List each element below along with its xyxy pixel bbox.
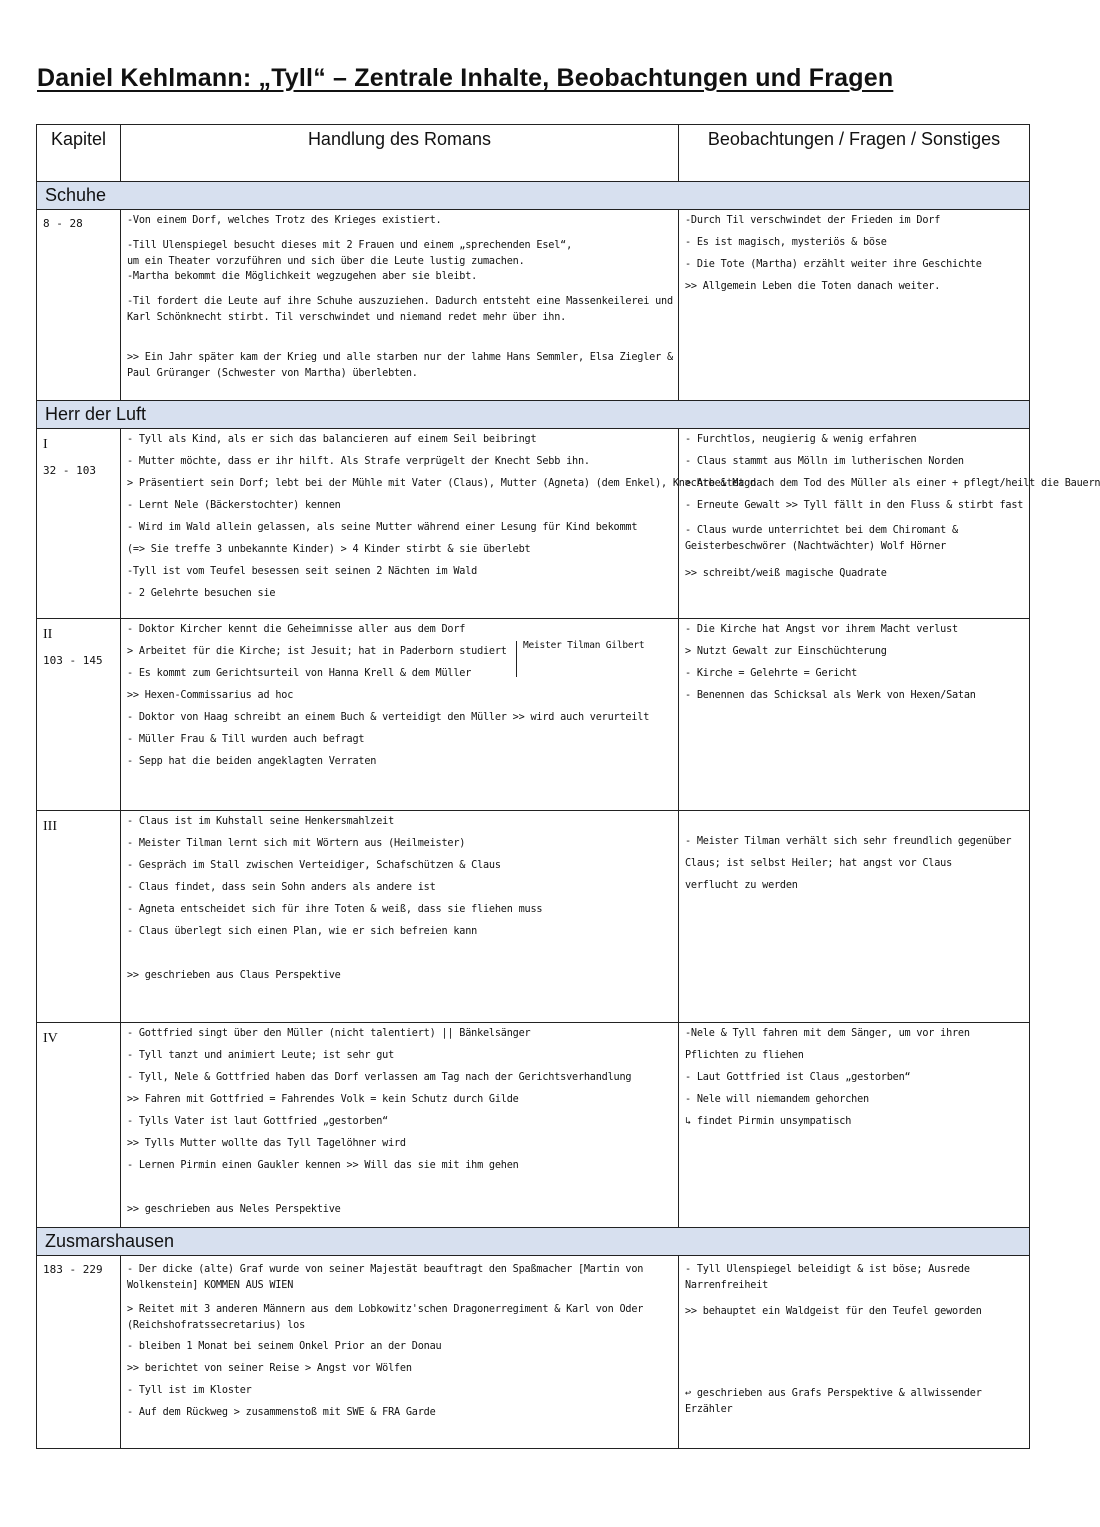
chapter-number: I [43, 437, 48, 452]
plot-line: - Lernt Nele (Bäckerstochter) kennen [127, 500, 341, 511]
plot-line: - Mutter möchte, dass er ihr hilft. Als Strafe verprügelt der Knecht Sebb ihn. [127, 456, 590, 467]
plot-line: - Meister Tilman lernt sich mit Wörtern aus (Heilmeister) [127, 838, 466, 849]
plot-line: - Doktor von Haag schreibt an einem Buch & verteidigt den Müller >> wird auch verurteilt [127, 712, 650, 723]
header-plot: Handlung des Romans [121, 125, 679, 182]
plot-line: - Tyll, Nele & Gottfried haben das Dorf verlassen am Tag nach der Gerichtsverhandlung [127, 1072, 632, 1083]
note-line: - Claus stammt aus Mölln im lutherischen Norden [685, 456, 964, 467]
notes-cell [679, 811, 1030, 1023]
table-row [37, 619, 1030, 811]
page-range: 183 - 229 [43, 1263, 103, 1276]
notes-cell [679, 1256, 1030, 1449]
plot-line: - Claus findet, dass sein Sohn anders als andere ist [127, 882, 436, 893]
note-line: - Erneute Gewalt >> Tyll fällt in den Fluss & stirbt fast [685, 500, 1024, 511]
plot-line: - Wird im Wald allein gelassen, als seine Mutter während einer Lesung für Kind bekommt [127, 522, 638, 533]
table-row [37, 1256, 1030, 1449]
plot-line: - Müller Frau & Till wurden auch befragt [127, 734, 365, 745]
note-line: >> schreibt/weiß magische Quadrate [685, 568, 887, 579]
note-line: - Laut Gottfried ist Claus „gestorben“ [685, 1072, 911, 1083]
plot-cell [121, 429, 756, 619]
plot-line [127, 949, 674, 971]
plot-line: - Claus überlegt sich einen Plan, wie er sich befreien kann [127, 926, 478, 937]
note-line [685, 1346, 1025, 1386]
note-line: ↳ findet Pirmin unsympatisch [685, 1116, 852, 1127]
notes-cell [679, 210, 1030, 401]
chapter-cell [37, 429, 121, 619]
plot-cell [121, 1256, 679, 1449]
side-annotation: Meister Tilman Gilbert [516, 641, 644, 677]
note-line: - Die Tote (Martha) erzählt weiter ihre Geschichte [685, 259, 982, 270]
plot-line: >> Ein Jahr später kam der Krieg und alle starben nur der lahme Hans Semmler, Elsa Ziegler & Paul Grüranger (Schwester von Martha) überlebten. [127, 352, 673, 379]
page-range: 8 - 28 [43, 217, 83, 230]
plot-cell [121, 619, 679, 811]
plot-line: > Reitet mit 3 anderen Männern aus dem Lobkowitz'schen Dragonerregiment & Karl von Oder (Reichshofratssecretarius) los [127, 1304, 644, 1331]
note-line: >> behauptet ein Waldgeist für den Teufel geworden [685, 1306, 982, 1317]
note-line: Claus; ist selbst Heiler; hat angst vor Claus [685, 858, 953, 869]
plot-line: - Auf dem Rückweg > zusammenstoß mit SWE & FRA Garde [127, 1407, 436, 1418]
plot-line: - Tyll ist im Kloster [127, 1385, 252, 1396]
plot-cell [121, 210, 679, 401]
plot-line: - 2 Gelehrte besuchen sie [127, 588, 276, 599]
plot-line: - Claus ist im Kuhstall seine Henkersmahlzeit [127, 816, 395, 827]
note-line: verflucht zu werden [685, 880, 798, 891]
table-row [37, 811, 1030, 1023]
page-title: Daniel Kehlmann: „Tyll“ – Zentrale Inhalte, Beobachtungen und Fragen [37, 64, 894, 92]
section-zusmarshausen: Zusmarshausen [37, 1228, 1030, 1256]
plot-line: -Till Ulenspiegel besucht dieses mit 2 Frauen und einem „sprechenden Esel“, um ein Theater vorzuführen und sich über die Leute lustig zumachen. [127, 240, 573, 267]
chapter-cell [37, 619, 121, 811]
notes-cell [679, 1023, 1030, 1228]
plot-line: >> geschrieben aus Claus Perspektive [127, 970, 341, 981]
note-line: > Arbeitet nach dem Tod des Müller als einer + pflegt/heilt die Bauern [685, 478, 1100, 489]
plot-line: - Tylls Vater ist laut Gottfried „gestorben“ [127, 1116, 389, 1127]
plot-line: - Doktor Kircher kennt die Geheimnisse aller aus dem Dorf [127, 624, 466, 635]
note-line: - Es ist magisch, mysteriös & böse [685, 237, 887, 248]
plot-line: >> geschrieben aus Neles Perspektive [127, 1204, 341, 1215]
table-row [37, 1023, 1030, 1228]
chapter-number: II [43, 627, 53, 642]
header-chapter: Kapitel [37, 125, 121, 182]
note-line: - Nele will niemandem gehorchen [685, 1094, 869, 1105]
section-row [37, 182, 1030, 210]
plot-line: >> Hexen-Commissarius ad hoc [127, 690, 294, 701]
note-line: - Claus wurde unterrichtet bei dem Chiromant & Geisterbeschwörer (Nachtwächter) Wolf Hörner [685, 525, 958, 552]
plot-line [127, 1183, 674, 1205]
chapter-cell [37, 1256, 121, 1449]
plot-line: > Präsentiert sein Dorf; lebt bei der Mühle mit Vater (Claus), Mutter (Agneta) (dem Enkel), Knechte & Magd [127, 478, 756, 489]
section-schuhe: Schuhe [37, 182, 1030, 210]
plot-line: - Der dicke (alte) Graf wurde von seiner Majestät beauftragt den Spaßmacher [Martin von Wolkenstein] KOMMEN AUS WIEN [127, 1264, 644, 1291]
plot-line: -Til fordert die Leute auf ihre Schuhe auszuziehen. Dadurch entsteht eine Massenkeilerei und Karl Schönknecht stirbt. Til verschwindet und niemand redet mehr über ihn. [127, 296, 673, 323]
chapter-cell [37, 210, 121, 401]
notes-table [36, 124, 1100, 1449]
plot-line: - Lernen Pirmin einen Gaukler kennen >> Will das sie mit ihm gehen [127, 1160, 519, 1171]
note-line: > Nutzt Gewalt zur Einschüchterung [685, 646, 887, 657]
note-line: - Kirche = Gelehrte = Gericht [685, 668, 858, 679]
plot-line: - Tyll als Kind, als er sich das balancieren auf einem Seil beibringt [127, 434, 537, 445]
plot-line: >> Tylls Mutter wollte das Tyll Tagelöhner wird [127, 1138, 406, 1149]
header-notes: Beobachtungen / Fragen / Sonstiges [679, 125, 1030, 182]
plot-cell [121, 1023, 679, 1228]
plot-line: - Gespräch im Stall zwischen Verteidiger, Schafschützen & Claus [127, 860, 501, 871]
plot-cell [121, 811, 679, 1023]
notes-cell [679, 619, 1030, 811]
plot-line: > Arbeitet für die Kirche; ist Jesuit; hat in Paderborn studiert [127, 646, 507, 657]
notes-cell [679, 429, 1100, 619]
note-line: - Benennen das Schicksal als Werk von Hexen/Satan [685, 690, 976, 701]
table-row [37, 429, 1030, 619]
plot-line: (=> Sie treffe 3 unbekannte Kinder) > 4 Kinder stirbt & sie überlebt [127, 544, 531, 555]
chapter-cell [37, 811, 121, 1023]
chapter-number: IV [43, 1031, 58, 1046]
note-line: ↩ geschrieben aus Grafs Perspektive & allwissender Erzähler [685, 1388, 982, 1415]
plot-line: >> Fahren mit Gottfried = Fahrendes Volk = kein Schutz durch Gilde [127, 1094, 519, 1105]
plot-line: -Martha bekommt die Möglichkeit wegzugehen aber sie bleibt. [127, 271, 478, 282]
plot-line: - Gottfried singt über den Müller (nicht talentiert) || Bänkelsänger [127, 1028, 531, 1039]
note-line: Pflichten zu fliehen [685, 1050, 804, 1061]
note-line: - Meister Tilman verhält sich sehr freundlich gegenüber [685, 836, 1012, 847]
plot-line: - bleiben 1 Monat bei seinem Onkel Prior an der Donau [127, 1341, 442, 1352]
note-line: -Nele & Tyll fahren mit dem Sänger, um vor ihren [685, 1028, 970, 1039]
plot-line: -Von einem Dorf, welches Trotz des Krieges existiert. [127, 215, 442, 226]
table-row [37, 210, 1030, 401]
section-herr-der-luft: Herr der Luft [37, 401, 1030, 429]
plot-line: >> berichtet von seiner Reise > Angst vor Wölfen [127, 1363, 412, 1374]
plot-line: - Agneta entscheidet sich für ihre Toten & weiß, dass sie fliehen muss [127, 904, 543, 915]
chapter-number: III [43, 819, 57, 834]
plot-line: - Sepp hat die beiden angeklagten Verraten [127, 756, 377, 767]
plot-line: - Es kommt zum Gerichtsurteil von Hanna Krell & dem Müller [127, 668, 472, 679]
note-line: >> Allgemein Leben die Toten danach weiter. [685, 281, 941, 292]
chapter-cell [37, 1023, 121, 1228]
plot-line: - Tyll tanzt und animiert Leute; ist sehr gut [127, 1050, 395, 1061]
plot-line: -Tyll ist vom Teufel besessen seit seinen 2 Nächten im Wald [127, 566, 478, 577]
note-line: - Tyll Ulenspiegel beleidigt & ist böse; Ausrede Narrenfreiheit [685, 1264, 970, 1291]
note-line: - Furchtlos, neugierig & wenig erfahren [685, 434, 917, 445]
note-line: -Durch Til verschwindet der Frieden im Dorf [685, 215, 941, 226]
section-row [37, 1228, 1030, 1256]
section-row [37, 401, 1030, 429]
note-line: - Die Kirche hat Angst vor ihrem Macht verlust [685, 624, 958, 635]
header-row [37, 125, 1030, 182]
page-range: 103 - 145 [43, 653, 103, 667]
page-range: 32 - 103 [43, 463, 96, 477]
